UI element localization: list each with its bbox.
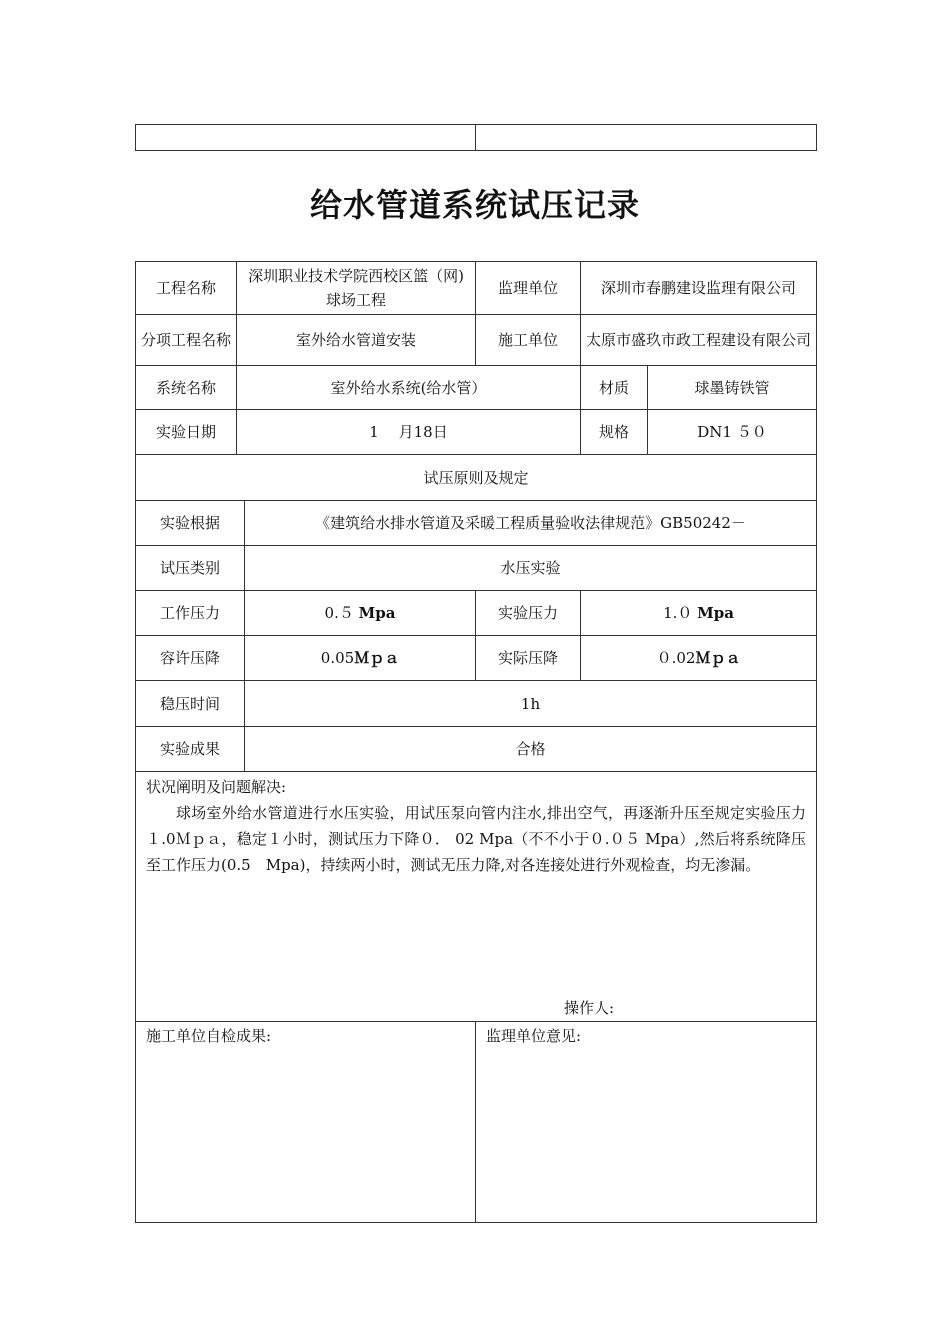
row-result [136,727,817,772]
description-body: 球场室外给水管道进行水压实验，用试压泵向管内注水,排出空气，再逐渐升压至规定实验压力１.0Ｍｐａ，稳定１小时，测试压力下降０． 02 Mpa（不不小于０.０５ Mpa）,然后将系统降压至工作压力(0.5 Mpa)，持续两小时，测试无压力降,对各连接处进行外观检查，均无渗漏。 [146,804,807,874]
row-basis [136,501,817,546]
header-blank-row [136,125,817,151]
actual-drop-value [581,636,817,681]
supervisor-value: 深圳市春鹏建设监理有限公司 [581,262,817,315]
builder-value: 太原市盛玖市政工程建设有限公司 [581,315,817,366]
hold-time-label: 稳压时间 [136,681,245,727]
subitem-value: 室外给水管道安装 [237,315,476,366]
pressure-test-record-table [135,261,817,1223]
row-hold-time [136,681,817,727]
system-value: 室外给水系统(给水管） [237,366,581,410]
system-label: 系统名称 [136,366,237,410]
work-pressure-label: 工作压力 [136,591,245,636]
document-title: 给水管道系统试压记录 [309,186,640,224]
actual-drop-label: 实际压降 [476,636,581,681]
header-blank-cell-left [136,125,476,151]
row-description [136,772,817,1022]
result-value: 合格 [245,727,817,772]
test-pressure-label: 实验压力 [476,591,581,636]
basis-label: 实验根据 [136,501,245,546]
test-pressure-value [581,591,817,636]
operator-label: 操作人: [564,999,615,1017]
row-subitem [136,315,817,366]
builder-check-cell: 施工单位自检成果: [136,1022,476,1223]
spec-value: DN1 ５０ [648,410,817,455]
work-pressure-number: 0.５ [324,604,359,622]
date-value: 1 月18日 [237,410,581,455]
header-blank-table [135,124,817,151]
allowed-drop-unit: Ｍｐａ [354,649,400,667]
allowed-drop-number: 0.05 [320,649,355,667]
row-date [136,410,817,455]
row-principle-header [136,455,817,501]
type-value: 水压实验 [245,546,817,591]
row-type [136,546,817,591]
test-pressure-unit: Mpa [697,604,734,622]
supervisor-label: 监理单位 [476,262,581,315]
supervisor-opinion-cell: 监理单位意见: [476,1022,817,1223]
row-system [136,366,817,410]
builder-label: 施工单位 [476,315,581,366]
test-pressure-number: 1.０ [663,604,698,622]
work-pressure-value [245,591,476,636]
subitem-label: 分项工程名称 [136,315,237,366]
description-heading: 状况阐明及问题解决: [146,778,287,796]
result-label: 实验成果 [136,727,245,772]
row-pressure [136,591,817,636]
header-blank-cell-right [476,125,817,151]
type-label: 试压类别 [136,546,245,591]
project-label: 工程名称 [136,262,237,315]
actual-drop-number: ０.02 [656,649,696,667]
actual-drop-unit: Ｍｐａ [695,649,741,667]
material-value: 球墨铸铁管 [648,366,817,410]
spec-label: 规格 [581,410,648,455]
project-value: 深圳职业技术学院西校区篮（网)球场工程 [237,262,476,315]
description-cell [136,772,817,1022]
material-label: 材质 [581,366,648,410]
row-drop [136,636,817,681]
hold-time-value: 1h [245,681,817,727]
row-signoff [136,1022,817,1223]
allowed-drop-value [245,636,476,681]
work-pressure-unit: Mpa [358,604,396,622]
row-project [136,262,817,315]
principle-header: 试压原则及规定 [136,455,817,501]
basis-value: 《建筑给水排水管道及采暖工程质量验收法律规范》GB50242－ [245,501,817,546]
allowed-drop-label: 容许压降 [136,636,245,681]
date-label: 实验日期 [136,410,237,455]
